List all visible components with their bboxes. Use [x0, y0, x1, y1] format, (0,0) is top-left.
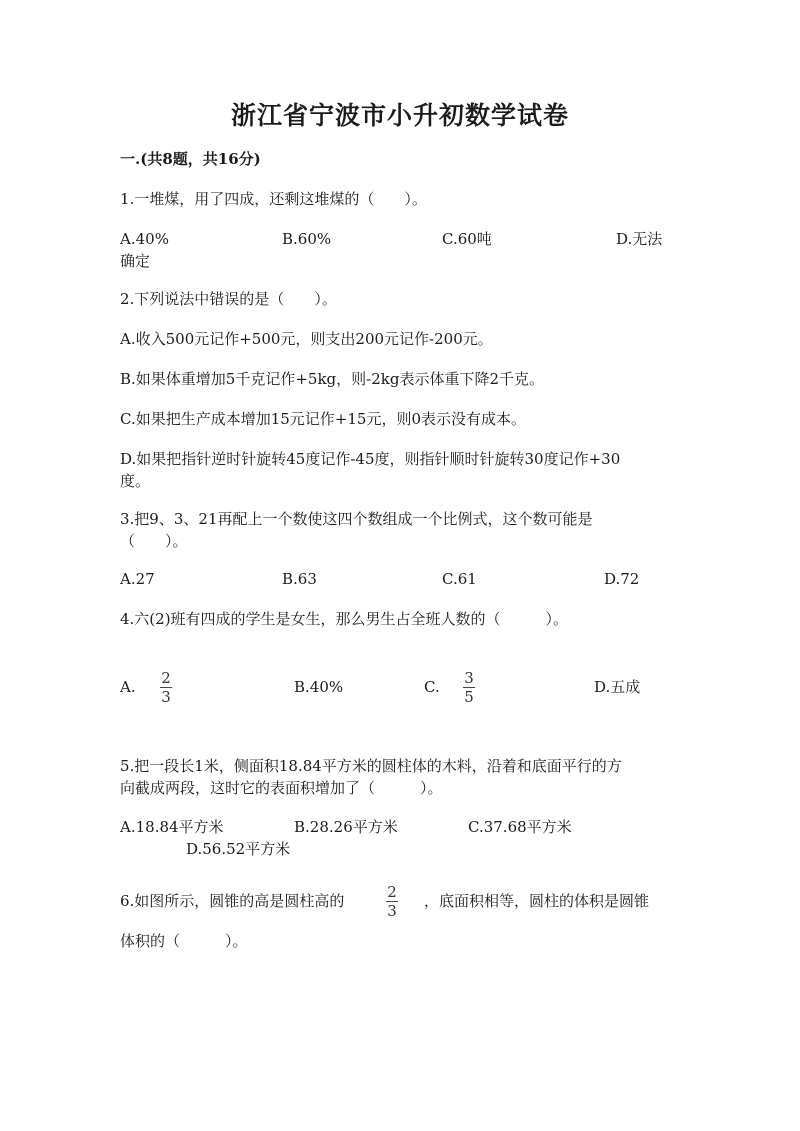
question-5-stem-continued: 向截成两段，这时它的表面积增加了（ ）。	[120, 779, 443, 797]
page-title: 浙江省宁波市小升初数学试卷	[230, 101, 569, 130]
question-1-stem: 1.一堆煤，用了四成，还剩这堆煤的（ ）。	[120, 190, 427, 208]
question-3-option-d: D.72	[604, 570, 640, 588]
question-2-option-d: D.如果把指针逆时针旋转45度记作-45度，则指针顺时针旋转30度记作+30	[120, 450, 621, 468]
fraction-numerator: 2	[161, 669, 171, 687]
question-5-option-a: A.18.84平方米	[120, 818, 224, 836]
question-3-stem-continued: （ ）。	[120, 532, 188, 550]
question-6-stem: 6.如图所示，圆锥的高是圆柱高的	[120, 892, 345, 910]
question-3-option-b: B.63	[282, 570, 317, 588]
fraction-numerator: 3	[464, 669, 474, 687]
fraction-denominator: 5	[464, 688, 474, 706]
question-2-stem: 2.下列说法中错误的是（ ）。	[120, 290, 337, 308]
question-5-option-d: D.56.52平方米	[186, 840, 291, 858]
question-4-option-b: B.40%	[294, 678, 344, 696]
fraction-numerator: 2	[387, 883, 397, 901]
question-6-stem-after-fraction: ，底面积相等，圆柱的体积是圆锥	[424, 892, 650, 910]
question-2-option-a: A.收入500元记作+500元，则支出200元记作-200元。	[120, 330, 493, 348]
question-4-option-c-fraction	[463, 670, 475, 705]
question-6-stem-continued: 体积的（ ）。	[120, 932, 248, 950]
question-1-option-d-continued: 确定	[120, 252, 151, 270]
question-3-option-c: C.61	[442, 570, 477, 588]
question-4-stem: 4.六(2)班有四成的学生是女生，那么男生占全班人数的（ ）。	[120, 610, 569, 628]
question-4-option-d: D.五成	[594, 678, 641, 696]
section-heading: 一.(共8题，共16分)	[120, 150, 261, 168]
question-5-stem: 5.把一段长1米，侧面积18.84平方米的圆柱体的木料，沿着和底面平行的方	[120, 757, 622, 775]
question-1-option-b: B.60%	[282, 230, 332, 248]
question-1-option-a: A.40%	[120, 230, 169, 248]
question-4-option-a: A.	[120, 678, 136, 696]
question-2-option-b: B.如果体重增加5千克记作+5kg，则-2kg表示体重下降2千克。	[120, 370, 544, 388]
question-1-option-c: C.60吨	[442, 230, 492, 248]
question-4-option-c: C.	[424, 678, 440, 696]
question-5-option-b: B.28.26平方米	[294, 818, 398, 836]
question-4-option-a-fraction	[160, 670, 172, 705]
question-5-option-c: C.37.68平方米	[468, 818, 572, 836]
fraction-denominator: 3	[161, 688, 171, 706]
question-1-option-d: D.无法	[616, 230, 663, 248]
fraction-denominator: 3	[387, 902, 397, 920]
question-2-option-c: C.如果把生产成本增加15元记作+15元，则0表示没有成本。	[120, 410, 526, 428]
question-3-stem: 3.把9、3、21再配上一个数使这四个数组成一个比例式，这个数可能是	[120, 510, 593, 528]
question-3-option-a: A.27	[120, 570, 155, 588]
question-2-option-d-continued: 度。	[120, 472, 151, 490]
question-6-fraction	[386, 884, 398, 919]
